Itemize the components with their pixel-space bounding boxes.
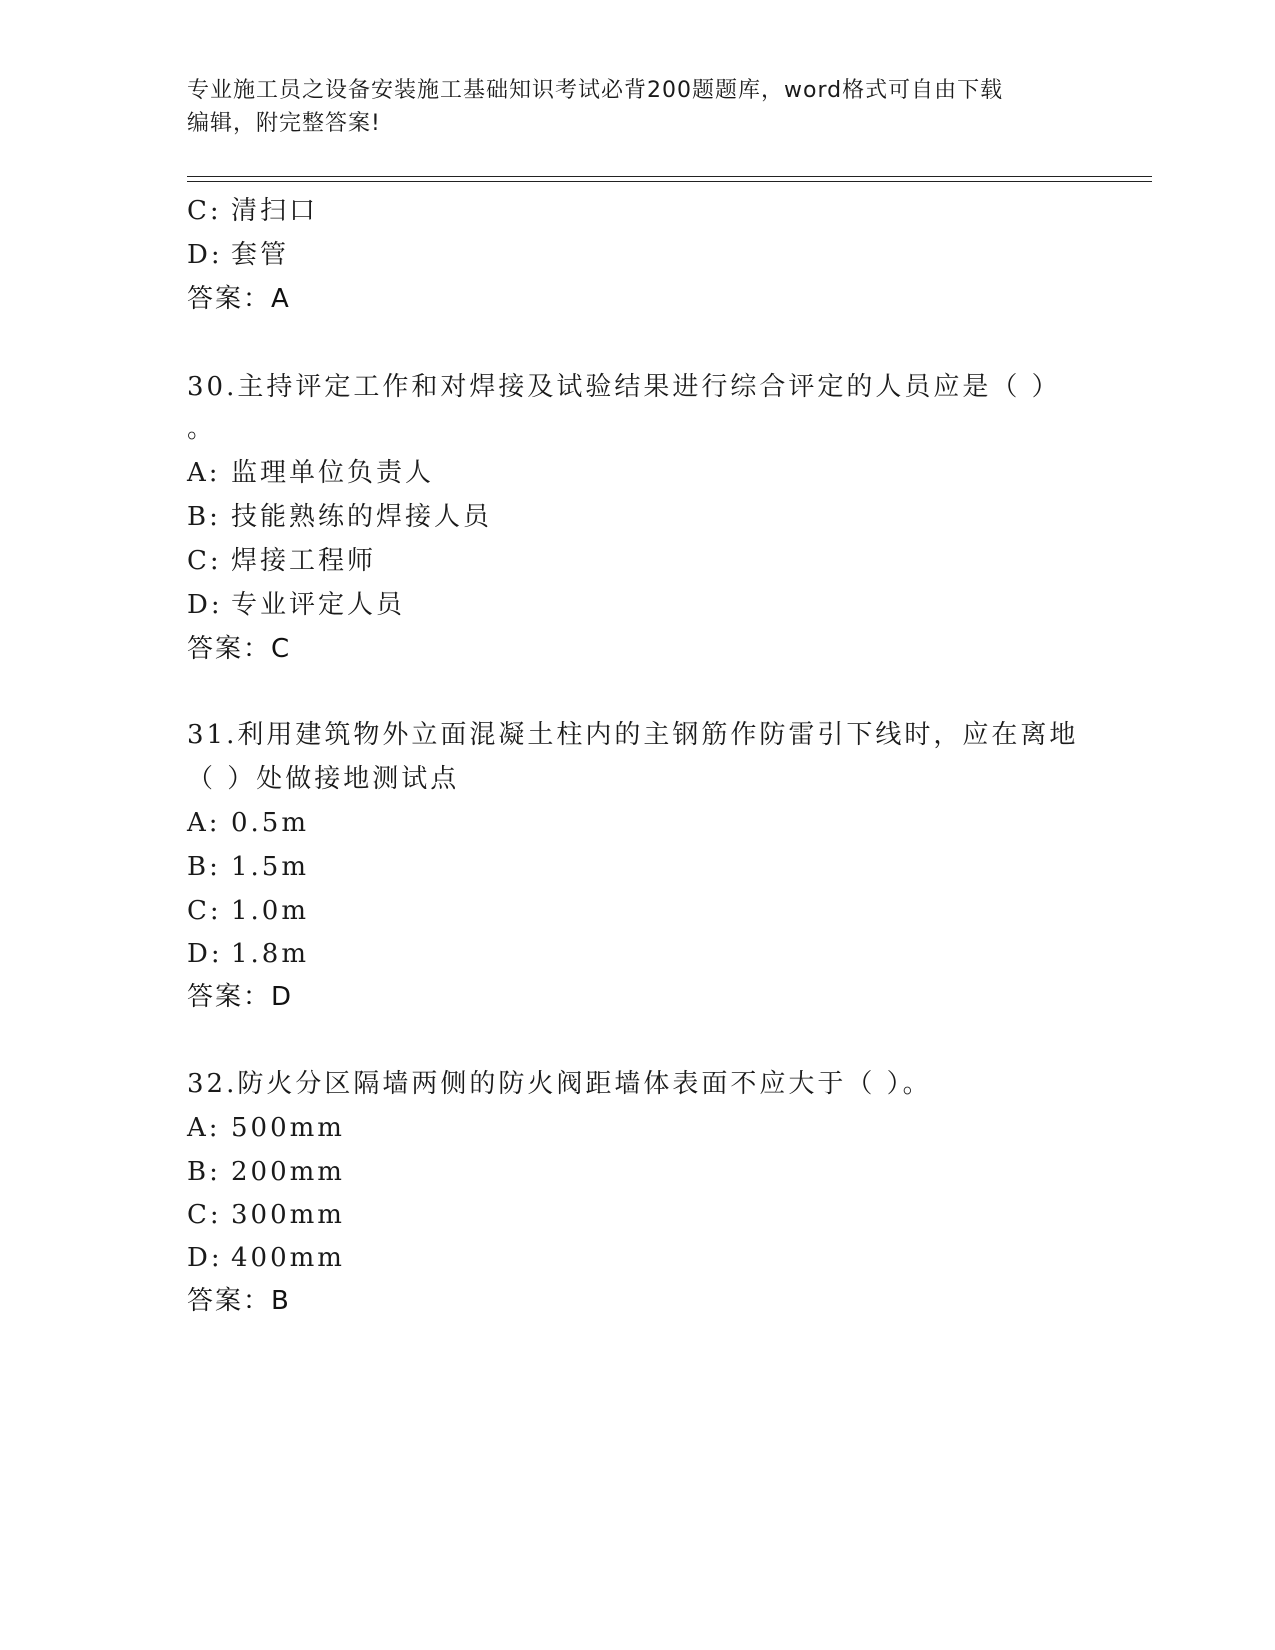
answer-line: 答案：A xyxy=(187,284,291,314)
question-stem: 31.利用建筑物外立面混凝土柱内的主钢筋作防雷引下线时，应在离地 xyxy=(187,720,1079,750)
option-text: 400mm xyxy=(231,1243,345,1273)
option-text: 0.5m xyxy=(231,808,310,838)
option-text: 1.5m xyxy=(231,852,310,882)
option-text: 300mm xyxy=(231,1200,345,1230)
option-c xyxy=(187,1198,345,1232)
option-label: D: xyxy=(187,240,223,270)
header-divider-top xyxy=(187,176,1152,177)
option-text: 焊接工程师 xyxy=(231,546,377,576)
answer-line: 答案：D xyxy=(187,982,294,1012)
question-stem: 30.主持评定工作和对焊接及试验结果进行综合评定的人员应是（ ） xyxy=(187,372,1061,402)
document-header xyxy=(187,74,1087,140)
option-text: 200mm xyxy=(231,1157,345,1187)
option-label: A: xyxy=(187,458,221,488)
option-text: 1.8m xyxy=(231,939,310,969)
option-d xyxy=(187,238,289,272)
option-d xyxy=(187,588,405,622)
option-label: A: xyxy=(187,808,221,838)
option-a xyxy=(187,1111,345,1145)
option-label: C: xyxy=(187,1200,222,1230)
answer-line: 答案：B xyxy=(187,1286,291,1316)
option-a xyxy=(187,806,309,840)
option-c xyxy=(187,544,376,578)
option-label: D: xyxy=(187,939,223,969)
option-label: C: xyxy=(187,896,222,926)
option-text: 500mm xyxy=(231,1113,345,1143)
option-d xyxy=(187,937,309,971)
option-a xyxy=(187,456,434,490)
option-label: C: xyxy=(187,546,222,576)
header-line-2: 编辑，附完整答案! xyxy=(187,111,381,136)
question-stem-continued: 。 xyxy=(187,414,217,444)
option-label: B: xyxy=(187,1157,221,1187)
question-stem: 32.防火分区隔墙两侧的防火阀距墙体表面不应大于（ ）。 xyxy=(187,1069,932,1099)
option-text: 技能熟练的焊接人员 xyxy=(231,502,493,532)
option-label: D: xyxy=(187,1243,223,1273)
option-text: 监理单位负责人 xyxy=(231,458,435,488)
option-label: D: xyxy=(187,590,223,620)
question-stem-continued: （ ）处做接地测试点 xyxy=(187,764,460,794)
option-b xyxy=(187,850,309,884)
option-text: 专业评定人员 xyxy=(231,590,406,620)
option-text: 清扫口 xyxy=(231,196,319,226)
option-c xyxy=(187,894,309,928)
option-c xyxy=(187,194,318,228)
option-label: B: xyxy=(187,502,221,532)
option-d xyxy=(187,1241,345,1275)
option-label: C: xyxy=(187,196,222,226)
option-b xyxy=(187,1155,345,1189)
option-b xyxy=(187,500,492,534)
answer-line: 答案：C xyxy=(187,634,292,664)
header-divider-bottom xyxy=(187,181,1152,182)
option-text: 1.0m xyxy=(231,896,310,926)
header-line-1: 专业施工员之设备安装施工基础知识考试必背200题题库，word格式可自由下载 xyxy=(187,78,1004,103)
option-label: A: xyxy=(187,1113,221,1143)
option-label: B: xyxy=(187,852,221,882)
option-text: 套管 xyxy=(231,240,290,270)
